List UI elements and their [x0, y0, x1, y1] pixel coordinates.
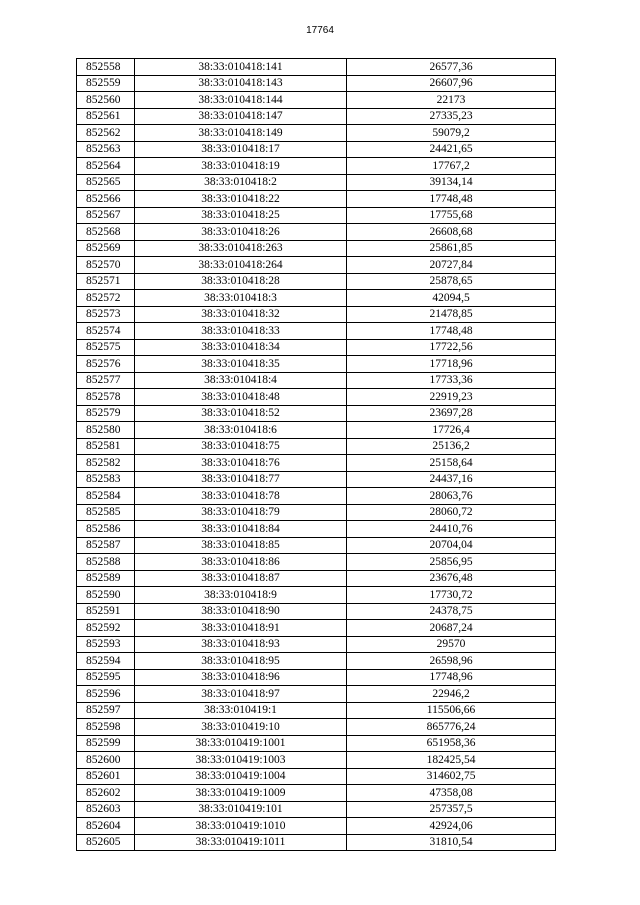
value-cell: 39134,14	[347, 174, 556, 191]
row-number-cell: 852561	[77, 108, 135, 125]
table-row	[77, 75, 556, 92]
row-number-cell: 852599	[77, 735, 135, 752]
row-number-cell: 852586	[77, 521, 135, 538]
table-row	[77, 224, 556, 241]
cadastral-number-cell: 38:33:010418:93	[135, 636, 347, 653]
value-cell: 28060,72	[347, 504, 556, 521]
table-row	[77, 158, 556, 175]
cadastral-number-cell: 38:33:010418:90	[135, 603, 347, 620]
table-row	[77, 587, 556, 604]
table-row	[77, 636, 556, 653]
cadastral-number-cell: 38:33:010419:1003	[135, 752, 347, 769]
cadastral-value-table	[76, 58, 556, 851]
value-cell: 22173	[347, 92, 556, 109]
value-cell: 17748,48	[347, 323, 556, 340]
row-number-cell: 852566	[77, 191, 135, 208]
table-row	[77, 356, 556, 373]
row-number-cell: 852589	[77, 570, 135, 587]
row-number-cell: 852604	[77, 818, 135, 835]
value-cell: 182425,54	[347, 752, 556, 769]
row-number-cell: 852588	[77, 554, 135, 571]
table-row	[77, 521, 556, 538]
value-cell: 24410,76	[347, 521, 556, 538]
row-number-cell: 852602	[77, 785, 135, 802]
cadastral-number-cell: 38:33:010418:78	[135, 488, 347, 505]
value-cell: 865776,24	[347, 719, 556, 736]
cadastral-number-cell: 38:33:010418:52	[135, 405, 347, 422]
cadastral-number-cell: 38:33:010418:22	[135, 191, 347, 208]
row-number-cell: 852570	[77, 257, 135, 274]
cadastral-number-cell: 38:33:010418:95	[135, 653, 347, 670]
row-number-cell: 852563	[77, 141, 135, 158]
cadastral-number-cell: 38:33:010418:264	[135, 257, 347, 274]
cadastral-number-cell: 38:33:010418:26	[135, 224, 347, 241]
cadastral-number-cell: 38:33:010418:85	[135, 537, 347, 554]
value-cell: 20727,84	[347, 257, 556, 274]
table-row	[77, 768, 556, 785]
row-number-cell: 852597	[77, 702, 135, 719]
row-number-cell: 852558	[77, 59, 135, 76]
row-number-cell: 852575	[77, 339, 135, 356]
cadastral-number-cell: 38:33:010418:75	[135, 438, 347, 455]
row-number-cell: 852593	[77, 636, 135, 653]
value-cell: 26577,36	[347, 59, 556, 76]
table-row	[77, 59, 556, 76]
table-row	[77, 339, 556, 356]
row-number-cell: 852584	[77, 488, 135, 505]
value-cell: 115506,66	[347, 702, 556, 719]
value-cell: 31810,54	[347, 834, 556, 851]
value-cell: 25158,64	[347, 455, 556, 472]
row-number-cell: 852568	[77, 224, 135, 241]
row-number-cell: 852590	[77, 587, 135, 604]
cadastral-number-cell: 38:33:010418:96	[135, 669, 347, 686]
row-number-cell: 852562	[77, 125, 135, 142]
value-cell: 314602,75	[347, 768, 556, 785]
row-number-cell: 852569	[77, 240, 135, 257]
table-row	[77, 603, 556, 620]
value-cell: 25856,95	[347, 554, 556, 571]
table-row	[77, 653, 556, 670]
row-number-cell: 852573	[77, 306, 135, 323]
table-row	[77, 719, 556, 736]
cadastral-number-cell: 38:33:010418:149	[135, 125, 347, 142]
row-number-cell: 852600	[77, 752, 135, 769]
value-cell: 22919,23	[347, 389, 556, 406]
value-cell: 17748,48	[347, 191, 556, 208]
table-row	[77, 273, 556, 290]
value-cell: 17730,72	[347, 587, 556, 604]
value-cell: 42094,5	[347, 290, 556, 307]
value-cell: 23697,28	[347, 405, 556, 422]
row-number-cell: 852605	[77, 834, 135, 851]
cadastral-number-cell: 38:33:010418:34	[135, 339, 347, 356]
row-number-cell: 852564	[77, 158, 135, 175]
cadastral-number-cell: 38:33:010418:263	[135, 240, 347, 257]
table-row	[77, 422, 556, 439]
table-row	[77, 174, 556, 191]
table-row	[77, 834, 556, 851]
table-row	[77, 389, 556, 406]
table-row	[77, 735, 556, 752]
value-cell: 28063,76	[347, 488, 556, 505]
table-row	[77, 570, 556, 587]
row-number-cell: 852603	[77, 801, 135, 818]
table-row	[77, 702, 556, 719]
table-row	[77, 686, 556, 703]
cadastral-number-cell: 38:33:010418:28	[135, 273, 347, 290]
cadastral-number-cell: 38:33:010418:19	[135, 158, 347, 175]
value-cell: 17718,96	[347, 356, 556, 373]
cadastral-number-cell: 38:33:010418:48	[135, 389, 347, 406]
table-row	[77, 290, 556, 307]
cadastral-number-cell: 38:33:010418:32	[135, 306, 347, 323]
cadastral-number-cell: 38:33:010418:91	[135, 620, 347, 637]
value-cell: 42924,06	[347, 818, 556, 835]
row-number-cell: 852579	[77, 405, 135, 422]
value-cell: 20704,04	[347, 537, 556, 554]
value-cell: 651958,36	[347, 735, 556, 752]
table-row	[77, 438, 556, 455]
row-number-cell: 852580	[77, 422, 135, 439]
table-row	[77, 471, 556, 488]
row-number-cell: 852582	[77, 455, 135, 472]
cadastral-number-cell: 38:33:010419:1	[135, 702, 347, 719]
cadastral-number-cell: 38:33:010419:101	[135, 801, 347, 818]
value-cell: 17733,36	[347, 372, 556, 389]
cadastral-number-cell: 38:33:010418:97	[135, 686, 347, 703]
table-row	[77, 323, 556, 340]
row-number-cell: 852574	[77, 323, 135, 340]
table-row	[77, 92, 556, 109]
row-number-cell: 852583	[77, 471, 135, 488]
value-cell: 17748,96	[347, 669, 556, 686]
row-number-cell: 852578	[77, 389, 135, 406]
value-cell: 25136,2	[347, 438, 556, 455]
table-row	[77, 257, 556, 274]
table-row	[77, 372, 556, 389]
cadastral-number-cell: 38:33:010418:79	[135, 504, 347, 521]
cadastral-number-cell: 38:33:010418:9	[135, 587, 347, 604]
table-row	[77, 537, 556, 554]
row-number-cell: 852601	[77, 768, 135, 785]
row-number-cell: 852560	[77, 92, 135, 109]
table-row	[77, 240, 556, 257]
value-cell: 26598,96	[347, 653, 556, 670]
cadastral-number-cell: 38:33:010418:141	[135, 59, 347, 76]
value-cell: 21478,85	[347, 306, 556, 323]
cadastral-number-cell: 38:33:010418:25	[135, 207, 347, 224]
value-cell: 24437,16	[347, 471, 556, 488]
row-number-cell: 852559	[77, 75, 135, 92]
value-cell: 24378,75	[347, 603, 556, 620]
value-cell: 257357,5	[347, 801, 556, 818]
value-cell: 24421,65	[347, 141, 556, 158]
cadastral-number-cell: 38:33:010419:1004	[135, 768, 347, 785]
value-cell: 26608,68	[347, 224, 556, 241]
table-row	[77, 818, 556, 835]
cadastral-number-cell: 38:33:010418:35	[135, 356, 347, 373]
value-cell: 17767,2	[347, 158, 556, 175]
table-row	[77, 207, 556, 224]
cadastral-number-cell: 38:33:010419:1011	[135, 834, 347, 851]
row-number-cell: 852571	[77, 273, 135, 290]
row-number-cell: 852596	[77, 686, 135, 703]
row-number-cell: 852581	[77, 438, 135, 455]
value-cell: 22946,2	[347, 686, 556, 703]
row-number-cell: 852576	[77, 356, 135, 373]
table-row	[77, 488, 556, 505]
row-number-cell: 852577	[77, 372, 135, 389]
cadastral-number-cell: 38:33:010418:87	[135, 570, 347, 587]
cadastral-number-cell: 38:33:010418:6	[135, 422, 347, 439]
row-number-cell: 852598	[77, 719, 135, 736]
table-row	[77, 801, 556, 818]
table-row	[77, 669, 556, 686]
cadastral-number-cell: 38:33:010419:1001	[135, 735, 347, 752]
row-number-cell: 852591	[77, 603, 135, 620]
table-row	[77, 554, 556, 571]
row-number-cell: 852594	[77, 653, 135, 670]
cadastral-number-cell: 38:33:010419:1010	[135, 818, 347, 835]
cadastral-number-cell: 38:33:010418:77	[135, 471, 347, 488]
cadastral-number-cell: 38:33:010418:3	[135, 290, 347, 307]
value-cell: 17726,4	[347, 422, 556, 439]
table-body	[77, 59, 556, 851]
cadastral-number-cell: 38:33:010418:147	[135, 108, 347, 125]
value-cell: 47358,08	[347, 785, 556, 802]
cadastral-number-cell: 38:33:010419:1009	[135, 785, 347, 802]
cadastral-number-cell: 38:33:010418:76	[135, 455, 347, 472]
value-cell: 23676,48	[347, 570, 556, 587]
cadastral-number-cell: 38:33:010418:4	[135, 372, 347, 389]
table-row	[77, 108, 556, 125]
row-number-cell: 852572	[77, 290, 135, 307]
value-cell: 59079,2	[347, 125, 556, 142]
table-row	[77, 405, 556, 422]
table-row	[77, 306, 556, 323]
cadastral-number-cell: 38:33:010418:84	[135, 521, 347, 538]
value-cell: 25861,85	[347, 240, 556, 257]
cadastral-number-cell: 38:33:010418:143	[135, 75, 347, 92]
table-row	[77, 141, 556, 158]
table-row	[77, 125, 556, 142]
cadastral-number-cell: 38:33:010418:17	[135, 141, 347, 158]
value-cell: 17722,56	[347, 339, 556, 356]
row-number-cell: 852592	[77, 620, 135, 637]
row-number-cell: 852587	[77, 537, 135, 554]
value-cell: 25878,65	[347, 273, 556, 290]
value-cell: 27335,23	[347, 108, 556, 125]
row-number-cell: 852567	[77, 207, 135, 224]
table-row	[77, 191, 556, 208]
page-number: 17764	[306, 25, 334, 36]
value-cell: 29570	[347, 636, 556, 653]
cadastral-number-cell: 38:33:010419:10	[135, 719, 347, 736]
row-number-cell: 852595	[77, 669, 135, 686]
row-number-cell: 852585	[77, 504, 135, 521]
value-cell: 20687,24	[347, 620, 556, 637]
value-cell: 17755,68	[347, 207, 556, 224]
table-row	[77, 620, 556, 637]
cadastral-number-cell: 38:33:010418:2	[135, 174, 347, 191]
table-row	[77, 752, 556, 769]
cadastral-number-cell: 38:33:010418:144	[135, 92, 347, 109]
cadastral-number-cell: 38:33:010418:86	[135, 554, 347, 571]
table-row	[77, 785, 556, 802]
table-row	[77, 455, 556, 472]
value-cell: 26607,96	[347, 75, 556, 92]
table-row	[77, 504, 556, 521]
cadastral-number-cell: 38:33:010418:33	[135, 323, 347, 340]
row-number-cell: 852565	[77, 174, 135, 191]
